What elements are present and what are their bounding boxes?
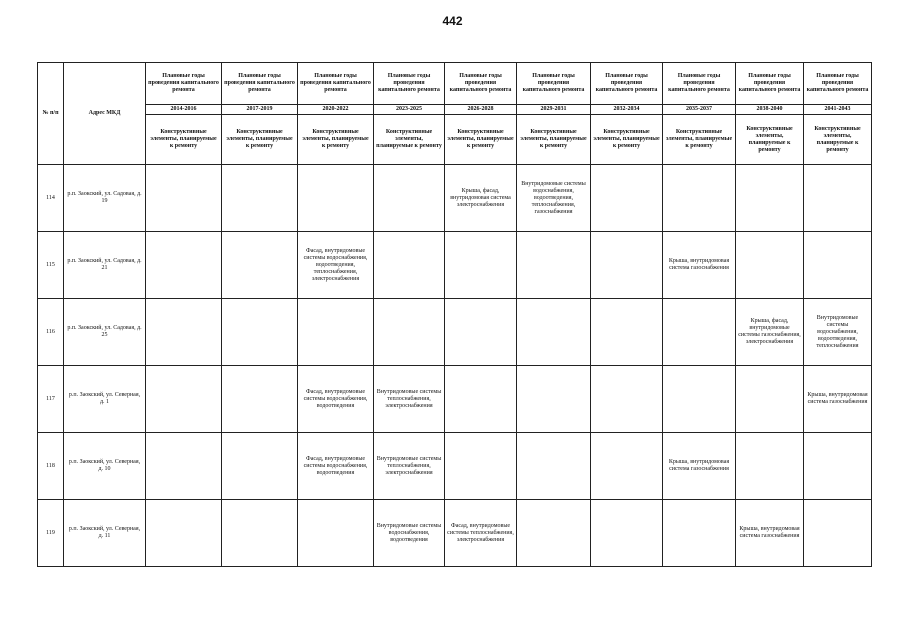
repair-elements-cell xyxy=(663,299,736,366)
repair-elements-cell: Крыша, фасад, внутридомовая система электроснабжения xyxy=(445,165,517,232)
row-number: 118 xyxy=(38,433,64,500)
row-address: р.п. Заокский, ул. Северная, д. 1 xyxy=(64,366,146,433)
row-address: р.п. Заокский, ул. Северная, д. 10 xyxy=(64,433,146,500)
repair-elements-cell xyxy=(146,500,222,567)
header-period: Плановые годы проведения капитального ремонта xyxy=(222,63,298,105)
row-number: 117 xyxy=(38,366,64,433)
repair-elements-cell xyxy=(146,433,222,500)
repair-elements-cell xyxy=(146,366,222,433)
row-number: 119 xyxy=(38,500,64,567)
header-row-elements xyxy=(38,115,872,165)
repair-elements-cell xyxy=(517,366,591,433)
repair-elements-cell xyxy=(804,165,872,232)
repair-elements-cell xyxy=(663,500,736,567)
repair-elements-cell: Внутридомовые системы водоснабжения, водоотведения, теплоснабжения xyxy=(804,299,872,366)
repair-elements-cell xyxy=(222,232,298,299)
repair-elements-cell xyxy=(146,232,222,299)
header-years: 2038-2040 xyxy=(736,105,804,115)
repair-elements-cell xyxy=(591,500,663,567)
header-row-period xyxy=(38,63,872,105)
table-row xyxy=(38,500,872,567)
header-elements: Конструктивные элементы, планируемые к ремонту xyxy=(663,115,736,165)
repair-elements-cell xyxy=(222,299,298,366)
repair-elements-cell xyxy=(445,232,517,299)
header-years: 2017-2019 xyxy=(222,105,298,115)
repair-elements-cell xyxy=(146,299,222,366)
header-years: 2035-2037 xyxy=(663,105,736,115)
row-address: р.п. Заокский, ул. Садовая, д. 25 xyxy=(64,299,146,366)
header-period: Плановые годы проведения капитального ремонта xyxy=(146,63,222,105)
repair-elements-cell: Фасад, внутридомовые системы водоснабжения, водоотведения xyxy=(298,366,374,433)
repair-elements-cell xyxy=(374,165,445,232)
header-elements: Конструктивные элементы, планируемые к ремонту xyxy=(804,115,872,165)
repair-elements-cell xyxy=(591,433,663,500)
row-address: р.п. Заокский, ул. Садовая, д. 21 xyxy=(64,232,146,299)
header-years: 2026-2028 xyxy=(445,105,517,115)
row-number: 115 xyxy=(38,232,64,299)
repair-elements-cell xyxy=(804,500,872,567)
repair-elements-cell: Крыша, внутридомовая система газоснабжения xyxy=(663,433,736,500)
repair-elements-cell xyxy=(222,433,298,500)
repair-elements-cell xyxy=(222,165,298,232)
header-years: 2029-2031 xyxy=(517,105,591,115)
repair-elements-cell: Крыша, внутридомовая система газоснабжения xyxy=(804,366,872,433)
header-address: Адрес МКД xyxy=(64,63,146,165)
header-period: Плановые годы проведения капитального ремонта xyxy=(591,63,663,105)
repair-elements-cell: Фасад, внутридомовые системы теплоснабжения, электроснабжения xyxy=(445,500,517,567)
header-years: 2023-2025 xyxy=(374,105,445,115)
repair-elements-cell: Внутридомовые системы теплоснабжения, электроснабжения xyxy=(374,433,445,500)
repair-elements-cell xyxy=(517,500,591,567)
repair-elements-cell xyxy=(374,299,445,366)
header-num: № п/п xyxy=(38,63,64,165)
header-elements: Конструктивные элементы, планируемые к ремонту xyxy=(517,115,591,165)
repair-elements-cell xyxy=(222,500,298,567)
header-elements: Конструктивные элементы, планируемые к ремонту xyxy=(222,115,298,165)
repair-elements-cell xyxy=(663,165,736,232)
header-years: 2041-2043 xyxy=(804,105,872,115)
repair-elements-cell xyxy=(591,232,663,299)
repair-elements-cell: Внутридомовые системы водоснабжения, водоотведения, теплоснабжения, газоснабжения xyxy=(517,165,591,232)
header-elements: Конструктивные элементы, планируемые к ремонту xyxy=(298,115,374,165)
repair-elements-cell xyxy=(222,366,298,433)
repair-elements-cell xyxy=(591,165,663,232)
header-elements: Конструктивные элементы, планируемые к ремонту xyxy=(146,115,222,165)
repair-elements-cell xyxy=(804,232,872,299)
header-row-years xyxy=(38,105,872,115)
table-row xyxy=(38,433,872,500)
header-period: Плановые годы проведения капитального ремонта xyxy=(298,63,374,105)
repair-elements-cell xyxy=(663,366,736,433)
table-row xyxy=(38,165,872,232)
row-number: 116 xyxy=(38,299,64,366)
repair-elements-cell xyxy=(298,165,374,232)
repair-elements-cell xyxy=(374,232,445,299)
row-address: р.п. Заокский, ул. Садовая, д. 19 xyxy=(64,165,146,232)
repair-elements-cell xyxy=(804,433,872,500)
page-number: 442 xyxy=(442,14,463,28)
repair-elements-cell xyxy=(146,165,222,232)
header-elements: Конструктивные элементы, планируемые к ремонту xyxy=(736,115,804,165)
repair-elements-cell xyxy=(445,433,517,500)
repair-elements-cell xyxy=(298,500,374,567)
repair-elements-cell xyxy=(591,299,663,366)
repair-elements-cell xyxy=(517,232,591,299)
header-elements: Конструктивные элементы, планируемые к ремонту xyxy=(445,115,517,165)
repair-elements-cell: Внутридомовые системы теплоснабжения, электроснабжения xyxy=(374,366,445,433)
header-period: Плановые годы проведения капитального ремонта xyxy=(517,63,591,105)
repair-elements-cell xyxy=(591,366,663,433)
header-period: Плановые годы проведения капитального ремонта xyxy=(374,63,445,105)
table-body xyxy=(38,165,872,567)
header-period: Плановые годы проведения капитального ремонта xyxy=(736,63,804,105)
repair-elements-cell xyxy=(736,433,804,500)
repair-elements-cell: Внутридомовые системы водоснабжения, водоотведения xyxy=(374,500,445,567)
repair-elements-cell: Крыша, внутридомовая система газоснабжения xyxy=(736,500,804,567)
header-period: Плановые годы проведения капитального ремонта xyxy=(804,63,872,105)
repair-elements-cell xyxy=(736,232,804,299)
repair-elements-cell xyxy=(298,299,374,366)
repair-elements-cell xyxy=(517,299,591,366)
table-row xyxy=(38,232,872,299)
capital-repair-table xyxy=(37,62,872,567)
repair-elements-cell xyxy=(445,299,517,366)
header-elements: Конструктивные элементы, планируемые к ремонту xyxy=(591,115,663,165)
repair-elements-cell xyxy=(736,366,804,433)
header-period: Плановые годы проведения капитального ремонта xyxy=(663,63,736,105)
row-address: р.п. Заокский, ул. Северная, д. 11 xyxy=(64,500,146,567)
table-row xyxy=(38,366,872,433)
header-elements: Конструктивные элементы, планируемые к ремонту xyxy=(374,115,445,165)
repair-elements-cell: Фасад, внутридомовые системы водоснабжения, водоотведения xyxy=(298,433,374,500)
repair-elements-cell xyxy=(517,433,591,500)
repair-elements-cell: Крыша, фасад, внутридомовые системы газоснабжения, электроснабжения xyxy=(736,299,804,366)
repair-elements-cell xyxy=(445,366,517,433)
table-row xyxy=(38,299,872,366)
header-years: 2014-2016 xyxy=(146,105,222,115)
repair-elements-cell xyxy=(736,165,804,232)
header-period: Плановые годы проведения капитального ремонта xyxy=(445,63,517,105)
header-years: 2032-2034 xyxy=(591,105,663,115)
repair-elements-cell: Крыша, внутридомовая система газоснабжения xyxy=(663,232,736,299)
header-years: 2020-2022 xyxy=(298,105,374,115)
row-number: 114 xyxy=(38,165,64,232)
repair-elements-cell: Фасад, внутридомовые системы водоснабжения, водоотведения, теплоснабжения, электроснабжения xyxy=(298,232,374,299)
